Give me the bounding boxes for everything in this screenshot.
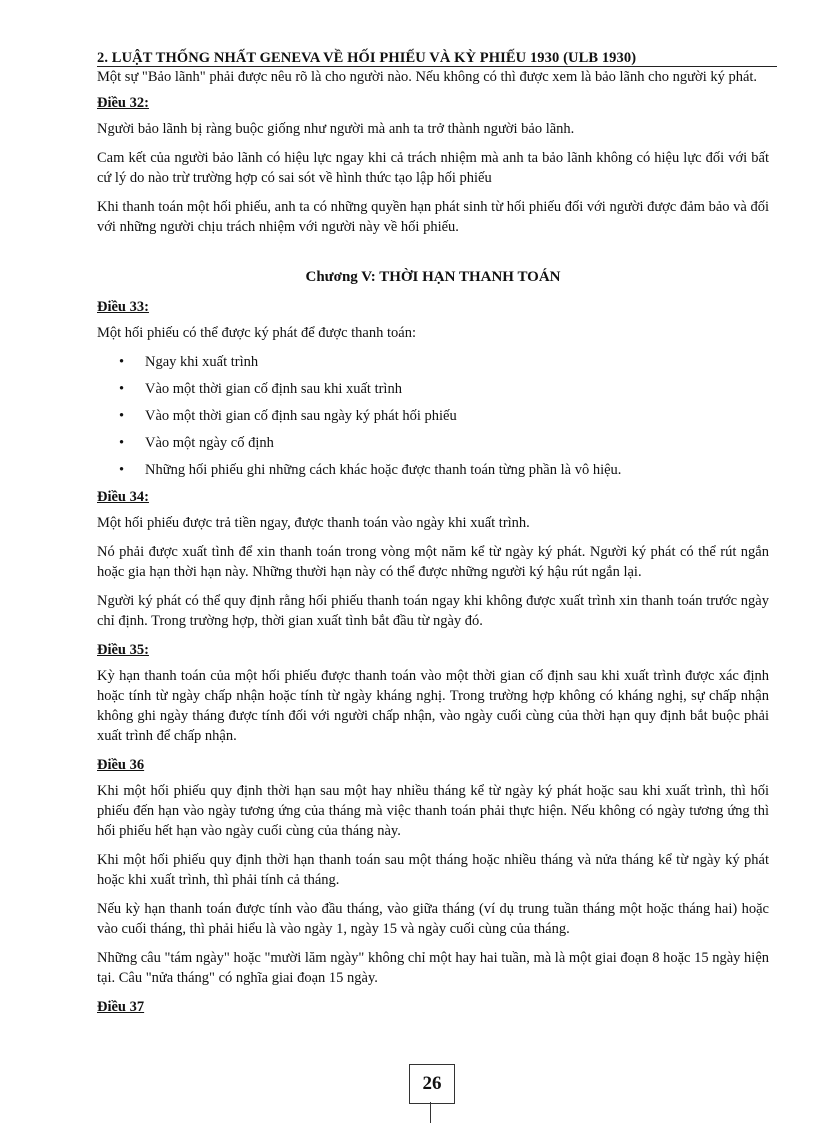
article-34-paragraph-3: Người ký phát có thể quy định rằng hối phiếu thanh toán ngay khi không được xuất trình xin thanh toán trước ngày chỉ định. Trong trường hợp, thời gian xuất tình bắt đầu từ ngày đó. xyxy=(97,593,769,629)
article-32-paragraph-3: Khi thanh toán một hối phiếu, anh ta có những quyền hạn phát sinh từ hối phiếu đối với người được đảm bảo và đối với những người chịu trách nhiệm với người này về hối phiếu. xyxy=(97,199,769,235)
article-34-paragraph-2: Nó phải được xuất tình để xin thanh toán trong vòng một năm kể từ ngày ký phát. Người ký phát có thể rút ngắn hoặc gia hạn thời hạn này. Những thười hạn này có thể được những người ký hậu rút ngắn lại. xyxy=(97,544,769,580)
article-36-heading: Điều 36 xyxy=(97,757,145,773)
document-body xyxy=(97,67,769,1023)
header-title: 2. LUẬT THỐNG NHẤT GENEVA VỀ HỐI PHIẾU VÀ KỲ PHIẾU 1930 (ULB 1930) xyxy=(97,50,637,66)
article-32-paragraph-1: Người bảo lãnh bị ràng buộc giống như người mà anh ta trở thành người bảo lãnh. xyxy=(97,121,575,137)
list-item: • Vào một ngày cố định xyxy=(119,435,274,451)
bullet-icon: • xyxy=(119,354,125,370)
bullet-icon: • xyxy=(119,462,125,478)
article-36-paragraph-4: Những câu "tám ngày" hoặc "mười lăm ngày" không chỉ một hay hai tuần, mà là một giai đoạn 8 hoặc 15 ngày hiện tại. Câu "nửa tháng" có nghĩa giai đoạn 15 ngày. xyxy=(97,950,770,986)
intro-paragraph: Một sự "Bảo lãnh" phải được nêu rõ là cho người nào. Nếu không có thì được xem là bảo lãnh cho người ký phát. xyxy=(97,69,758,85)
article-36-paragraph-2: Khi một hối phiếu quy định thời hạn thanh toán sau một tháng hoặc nhiều tháng và nửa tháng kể từ ngày ký phát hoặc khi xuất trình, thì phải tính cả tháng. xyxy=(97,852,769,888)
article-35-heading: Điều 35: xyxy=(97,642,149,658)
list-item: • Ngay khi xuất trình xyxy=(119,354,259,370)
article-32-heading: Điều 32: xyxy=(97,95,149,111)
page-number-divider xyxy=(430,1102,431,1123)
article-32-paragraph-2: Cam kết của người bảo lãnh có hiệu lực ngay khi cả trách nhiệm mà anh ta bảo lãnh không có hiệu lực đối với bất cứ lý do nào trừ trường hợp có sai sót về hình thức tạo lập hối phiếu xyxy=(97,150,769,186)
article-35-paragraph-1: Kỳ hạn thanh toán của một hối phiếu được thanh toán vào một thời gian cố định sau khi xuất trình được xác định hoặc tính từ ngày chấp nhận hoặc tính từ ngày kháng nghị. Trong trường hợp không có kháng nghị, sự chấp nhận không ghi ngày tháng được tính đối với người chấp nhận, vào ngày cuối cùng của thời hạn quy định bắt buộc phải xuất trình để chấp nhận. xyxy=(97,668,769,744)
article-34-heading: Điều 34: xyxy=(97,489,149,505)
list-item: • Vào một thời gian cố định sau ngày ký phát hối phiếu xyxy=(119,408,457,424)
article-33-intro: Một hối phiếu có thể được ký phát để được thanh toán: xyxy=(97,325,416,341)
list-item: • Vào một thời gian cố định sau khi xuất trình xyxy=(119,381,402,397)
page-header xyxy=(97,50,777,67)
article-33-list xyxy=(97,352,769,480)
article-34-paragraph-1: Một hối phiếu được trả tiền ngay, được thanh toán vào ngày khi xuất trình. xyxy=(97,515,530,531)
bullet-icon: • xyxy=(119,381,125,397)
bullet-icon: • xyxy=(119,435,125,451)
bullet-icon: • xyxy=(119,408,125,424)
article-36-paragraph-3: Nếu kỳ hạn thanh toán được tính vào đầu tháng, vào giữa tháng (ví dụ trung tuần tháng một hoặc tháng hai) hoặc vào cuối tháng, thì phải hiểu là vào ngày 1, ngày 15 và ngày cuối cùng của tháng. xyxy=(97,901,769,937)
chapter-heading: Chương V: THỜI HẠN THANH TOÁN xyxy=(305,269,561,285)
page-number: 26 xyxy=(409,1064,455,1104)
article-33-heading: Điều 33: xyxy=(97,299,149,315)
list-item: • Những hối phiếu ghi những cách khác hoặc được thanh toán từng phần là vô hiệu. xyxy=(119,462,622,478)
article-37-heading: Điều 37 xyxy=(97,999,145,1015)
article-36-paragraph-1: Khi một hối phiếu quy định thời hạn sau một hay nhiều tháng kể từ ngày ký phát hoặc sau khi xuất trình, thì hối phiếu đến hạn vào ngày tương ứng của tháng mà việc thanh toán phải thực hiện. Nếu không có ngày tương ứng thì hối phiếu hết hạn vào ngày cuối cùng của tháng này. xyxy=(97,783,769,839)
